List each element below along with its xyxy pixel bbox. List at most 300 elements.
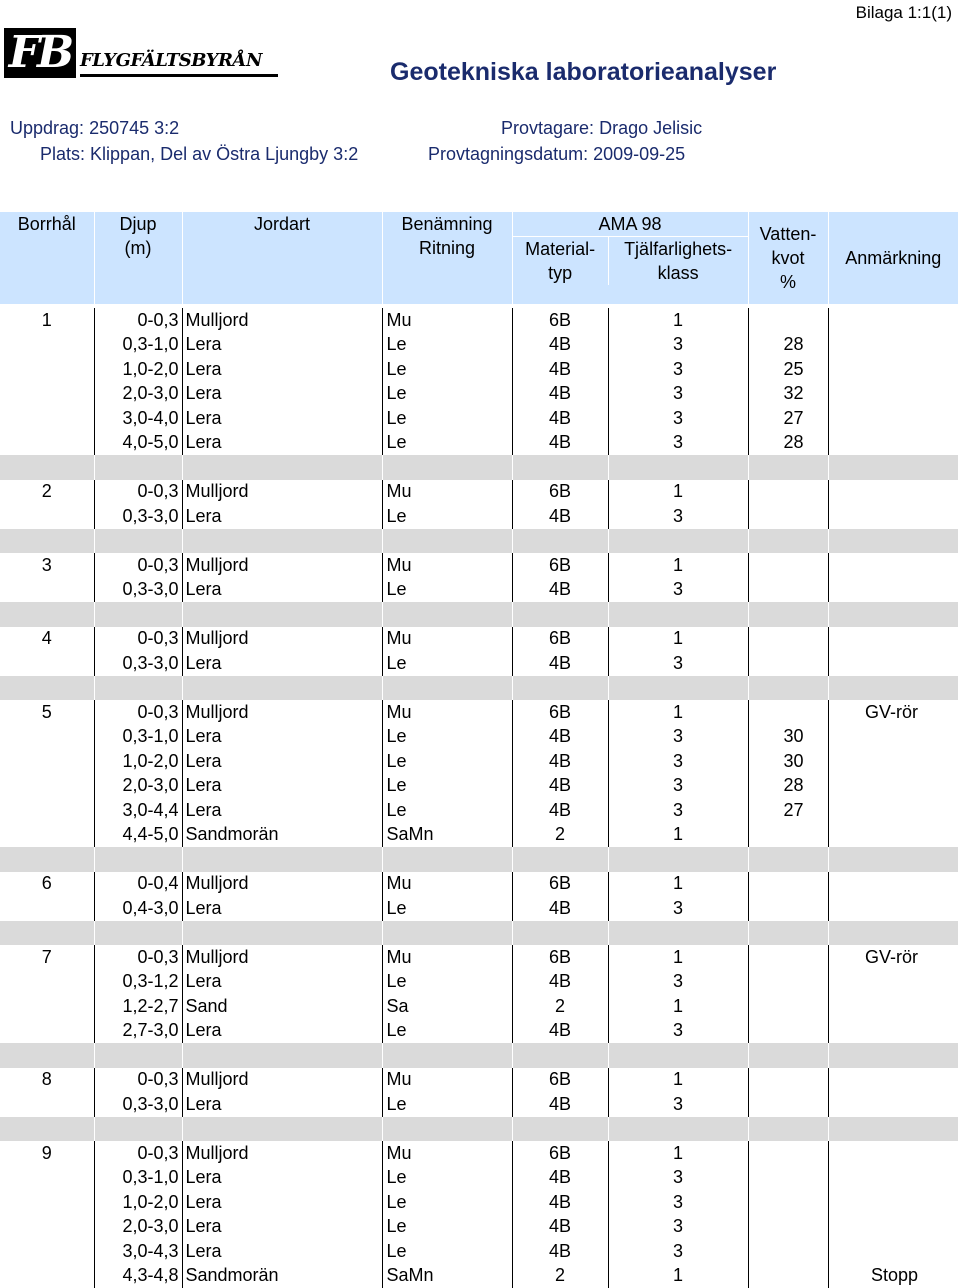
djup-cell: 0-0,3 bbox=[94, 1141, 182, 1166]
tjalfarlighet-cell: 1 bbox=[608, 1068, 748, 1093]
tjalfarlighet-cell: 1 bbox=[608, 308, 748, 333]
anmarkning-cell bbox=[828, 480, 958, 505]
materialtyp-cell: 6B bbox=[512, 627, 608, 652]
separator-cell bbox=[748, 1117, 828, 1142]
table-row bbox=[0, 872, 958, 897]
materialtyp-cell: 4B bbox=[512, 651, 608, 676]
vattenkvot-cell: 30 bbox=[748, 725, 828, 750]
separator-cell bbox=[0, 455, 94, 480]
benamning-cell: Le bbox=[382, 749, 512, 774]
separator-cell bbox=[512, 1117, 608, 1142]
borrhal-cell: 2 bbox=[0, 480, 94, 505]
table-row bbox=[0, 1092, 958, 1117]
borrhal-cell: 7 bbox=[0, 945, 94, 970]
vattenkvot-cell bbox=[748, 994, 828, 1019]
table-row bbox=[0, 749, 958, 774]
benamning-cell: Le bbox=[382, 774, 512, 799]
borrhal-cell: 1 bbox=[0, 308, 94, 333]
tjalfarlighet-cell: 1 bbox=[608, 945, 748, 970]
vattenkvot-cell bbox=[748, 1141, 828, 1166]
tjalfarlighet-cell: 1 bbox=[608, 480, 748, 505]
djup-cell: 0-0,3 bbox=[94, 1068, 182, 1093]
anmarkning-cell bbox=[828, 1019, 958, 1044]
separator-cell bbox=[182, 455, 382, 480]
materialtyp-cell: 4B bbox=[512, 1215, 608, 1240]
separator-cell bbox=[0, 921, 94, 946]
materialtyp-cell: 6B bbox=[512, 872, 608, 897]
attachment-label: Bilaga 1:1(1) bbox=[855, 3, 952, 22]
table-row bbox=[0, 774, 958, 799]
vattenkvot-cell bbox=[748, 1166, 828, 1191]
benamning-cell: Le bbox=[382, 798, 512, 823]
jordart-cell: Lera bbox=[182, 1239, 382, 1264]
tjalfarlighet-cell: 1 bbox=[608, 1141, 748, 1166]
tjalfarlighet-cell: 3 bbox=[608, 333, 748, 358]
materialtyp-cell: 6B bbox=[512, 308, 608, 333]
jordart-cell: Mulljord bbox=[182, 308, 382, 333]
tjalfarlighet-cell: 3 bbox=[608, 651, 748, 676]
tjalfarlighet-cell: 3 bbox=[608, 578, 748, 603]
plats-label: Plats: bbox=[40, 144, 86, 164]
separator-cell bbox=[748, 602, 828, 627]
benamning-cell: Mu bbox=[382, 945, 512, 970]
vattenkvot-cell bbox=[748, 1215, 828, 1240]
col-vatten-unit: % bbox=[779, 272, 796, 292]
plats-line bbox=[40, 144, 358, 165]
datum-label: Provtagningsdatum: bbox=[428, 144, 589, 164]
col-ama-label: AMA 98 bbox=[513, 212, 748, 237]
col-header-material bbox=[513, 237, 609, 285]
col-vatten-label: Vatten- bbox=[759, 224, 817, 244]
separator-cell bbox=[608, 529, 748, 554]
tjalfarlighet-cell: 3 bbox=[608, 725, 748, 750]
materialtyp-cell: 2 bbox=[512, 823, 608, 848]
separator-cell bbox=[382, 847, 512, 872]
borrhal-cell bbox=[0, 1190, 94, 1215]
jordart-cell: Lera bbox=[182, 1019, 382, 1044]
separator-cell bbox=[828, 602, 958, 627]
anmarkning-cell bbox=[828, 1190, 958, 1215]
table-row bbox=[0, 1264, 958, 1288]
djup-cell: 4,0-5,0 bbox=[94, 431, 182, 456]
materialtyp-cell: 4B bbox=[512, 1019, 608, 1044]
materialtyp-cell: 2 bbox=[512, 994, 608, 1019]
borehole-separator-row bbox=[0, 847, 958, 872]
borehole-separator-row bbox=[0, 529, 958, 554]
tjalfarlighet-cell: 3 bbox=[608, 1190, 748, 1215]
anmarkning-cell bbox=[828, 725, 958, 750]
materialtyp-cell: 4B bbox=[512, 798, 608, 823]
benamning-cell: Mu bbox=[382, 480, 512, 505]
jordart-cell: Sand bbox=[182, 994, 382, 1019]
tjalfarlighet-cell: 3 bbox=[608, 504, 748, 529]
anmarkning-cell bbox=[828, 872, 958, 897]
benamning-cell: Mu bbox=[382, 308, 512, 333]
benamning-cell: Mu bbox=[382, 1141, 512, 1166]
materialtyp-cell: 6B bbox=[512, 1141, 608, 1166]
separator-cell bbox=[828, 921, 958, 946]
provtagare-label: Provtagare: bbox=[501, 118, 595, 138]
separator-cell bbox=[748, 921, 828, 946]
jordart-cell: Mulljord bbox=[182, 553, 382, 578]
logo-underline bbox=[80, 74, 278, 77]
separator-cell bbox=[382, 455, 512, 480]
materialtyp-cell: 6B bbox=[512, 553, 608, 578]
plats-value: Klippan, Del av Östra Ljungby 3:2 bbox=[90, 144, 359, 164]
materialtyp-cell: 4B bbox=[512, 749, 608, 774]
col-header-borrhal bbox=[0, 212, 94, 304]
separator-cell bbox=[382, 602, 512, 627]
jordart-cell: Lera bbox=[182, 896, 382, 921]
benamning-cell: Le bbox=[382, 896, 512, 921]
separator-cell bbox=[828, 1043, 958, 1068]
jordart-cell: Lera bbox=[182, 774, 382, 799]
benamning-cell: Mu bbox=[382, 627, 512, 652]
borrhal-cell bbox=[0, 994, 94, 1019]
anmarkning-cell bbox=[828, 970, 958, 995]
company-logo bbox=[4, 28, 284, 82]
anmarkning-cell bbox=[828, 798, 958, 823]
separator-cell bbox=[828, 676, 958, 701]
tjalfarlighet-cell: 1 bbox=[608, 1264, 748, 1288]
anmarkning-cell bbox=[828, 1092, 958, 1117]
col-jordart-label: Jordart bbox=[253, 214, 311, 234]
table-row bbox=[0, 480, 958, 505]
col-header-vattenkvot bbox=[748, 212, 828, 304]
anmarkning-cell bbox=[828, 1166, 958, 1191]
vattenkvot-cell bbox=[748, 578, 828, 603]
anmarkning-cell bbox=[828, 774, 958, 799]
vattenkvot-cell: 27 bbox=[748, 406, 828, 431]
provtagare-value: Drago Jelisic bbox=[599, 118, 703, 138]
table-row bbox=[0, 945, 958, 970]
jordart-cell: Lera bbox=[182, 725, 382, 750]
vattenkvot-cell bbox=[748, 553, 828, 578]
djup-cell: 0,3-3,0 bbox=[94, 651, 182, 676]
separator-cell bbox=[0, 1043, 94, 1068]
anmarkning-cell: Stopp bbox=[870, 1265, 918, 1286]
benamning-cell: Le bbox=[382, 406, 512, 431]
benamning-cell: Le bbox=[382, 333, 512, 358]
table-row bbox=[0, 1239, 958, 1264]
borrhal-cell bbox=[0, 357, 94, 382]
benamning-cell: Mu bbox=[382, 872, 512, 897]
borrhal-cell: 8 bbox=[0, 1068, 94, 1093]
table-row bbox=[0, 1166, 958, 1191]
jordart-cell: Lera bbox=[182, 431, 382, 456]
vattenkvot-cell bbox=[748, 308, 828, 333]
separator-cell bbox=[828, 1117, 958, 1142]
materialtyp-cell: 6B bbox=[512, 480, 608, 505]
separator-cell bbox=[382, 1117, 512, 1142]
jordart-cell: Lera bbox=[182, 357, 382, 382]
benamning-cell: Le bbox=[382, 1215, 512, 1240]
djup-cell: 3,0-4,4 bbox=[94, 798, 182, 823]
separator-cell bbox=[94, 921, 182, 946]
materialtyp-cell: 4B bbox=[512, 406, 608, 431]
djup-cell: 0-0,3 bbox=[94, 700, 182, 725]
jordart-cell: Lera bbox=[182, 798, 382, 823]
borrhal-cell bbox=[0, 1215, 94, 1240]
borehole-separator-row bbox=[0, 602, 958, 627]
vattenkvot-cell bbox=[748, 872, 828, 897]
jordart-cell: Lera bbox=[182, 504, 382, 529]
materialtyp-cell: 6B bbox=[512, 945, 608, 970]
anmarkning-cell bbox=[828, 1215, 958, 1240]
benamning-cell: Sa bbox=[382, 994, 512, 1019]
benamning-cell: Le bbox=[382, 1190, 512, 1215]
anmarkning-cell bbox=[828, 333, 958, 358]
table-row bbox=[0, 896, 958, 921]
anmarkning-cell bbox=[828, 823, 958, 848]
vattenkvot-cell: 28 bbox=[748, 431, 828, 456]
separator-cell bbox=[748, 455, 828, 480]
djup-cell: 0,3-1,0 bbox=[94, 725, 182, 750]
tjalfarlighet-cell: 3 bbox=[608, 357, 748, 382]
jordart-cell: Mulljord bbox=[182, 480, 382, 505]
separator-cell bbox=[94, 676, 182, 701]
separator-cell bbox=[608, 921, 748, 946]
borehole-separator-row bbox=[0, 455, 958, 480]
separator-cell bbox=[748, 676, 828, 701]
borehole-separator-row bbox=[0, 1117, 958, 1142]
separator-cell bbox=[94, 1043, 182, 1068]
col-header-benamning bbox=[382, 212, 512, 304]
table-row bbox=[0, 406, 958, 431]
benamning-cell: Le bbox=[382, 1239, 512, 1264]
djup-cell: 3,0-4,0 bbox=[94, 406, 182, 431]
materialtyp-cell: 4B bbox=[512, 431, 608, 456]
separator-cell bbox=[0, 1117, 94, 1142]
jordart-cell: Mulljord bbox=[182, 945, 382, 970]
separator-cell bbox=[0, 847, 94, 872]
jordart-cell: Lera bbox=[182, 651, 382, 676]
djup-cell: 0,3-3,0 bbox=[94, 1092, 182, 1117]
separator-cell bbox=[94, 1117, 182, 1142]
djup-cell: 1,0-2,0 bbox=[94, 357, 182, 382]
table-row bbox=[0, 1215, 958, 1240]
col-tjal-klass: klass bbox=[657, 263, 699, 283]
vattenkvot-cell bbox=[748, 1264, 828, 1288]
anmarkning-cell bbox=[828, 1068, 958, 1093]
materialtyp-cell: 4B bbox=[512, 774, 608, 799]
separator-cell bbox=[182, 1043, 382, 1068]
tjalfarlighet-cell: 3 bbox=[608, 749, 748, 774]
tjalfarlighet-cell: 3 bbox=[608, 774, 748, 799]
separator-cell bbox=[608, 602, 748, 627]
separator-cell bbox=[382, 676, 512, 701]
vattenkvot-cell bbox=[748, 700, 828, 725]
vattenkvot-cell bbox=[748, 480, 828, 505]
borrhal-cell bbox=[0, 1264, 94, 1288]
djup-cell: 0,3-3,0 bbox=[94, 578, 182, 603]
uppdrag-line bbox=[10, 118, 179, 139]
col-header-ama bbox=[512, 212, 748, 304]
separator-cell bbox=[748, 529, 828, 554]
separator-cell bbox=[94, 602, 182, 627]
anmarkning-cell bbox=[828, 627, 958, 652]
borrhal-cell bbox=[0, 431, 94, 456]
anmarkning-cell bbox=[828, 504, 958, 529]
table-row bbox=[0, 970, 958, 995]
borrhal-cell bbox=[0, 1019, 94, 1044]
table-row bbox=[0, 308, 958, 333]
vattenkvot-cell bbox=[748, 1239, 828, 1264]
col-header-jordart bbox=[182, 212, 382, 304]
jordart-cell: Lera bbox=[182, 1092, 382, 1117]
table-row bbox=[0, 1019, 958, 1044]
tjalfarlighet-cell: 1 bbox=[608, 994, 748, 1019]
jordart-cell: Lera bbox=[182, 1190, 382, 1215]
separator-cell bbox=[748, 847, 828, 872]
jordart-cell: Lera bbox=[182, 406, 382, 431]
col-borrhal-label: Borrhål bbox=[17, 214, 76, 234]
separator-cell bbox=[828, 847, 958, 872]
separator-cell bbox=[512, 455, 608, 480]
benamning-cell: Le bbox=[382, 970, 512, 995]
benamning-cell: Le bbox=[382, 725, 512, 750]
logo-initials: FB bbox=[4, 28, 76, 78]
borrhal-cell: 5 bbox=[0, 700, 94, 725]
separator-cell bbox=[0, 602, 94, 627]
logo-company-name: FLYGFÄLTSBYRÅN bbox=[80, 50, 262, 71]
table-row bbox=[0, 1141, 958, 1166]
separator-cell bbox=[0, 676, 94, 701]
anmarkning-cell bbox=[828, 1239, 958, 1264]
separator-cell bbox=[828, 529, 958, 554]
borrhal-cell bbox=[0, 333, 94, 358]
tjalfarlighet-cell: 3 bbox=[608, 1019, 748, 1044]
vattenkvot-cell bbox=[748, 504, 828, 529]
tjalfarlighet-cell: 1 bbox=[608, 823, 748, 848]
table-row bbox=[0, 382, 958, 407]
borrhal-cell bbox=[0, 798, 94, 823]
borrhal-cell: 3 bbox=[0, 553, 94, 578]
table-row bbox=[0, 504, 958, 529]
col-benamning-label: Benämning bbox=[401, 214, 493, 234]
anmarkning-cell bbox=[828, 431, 958, 456]
separator-cell bbox=[608, 455, 748, 480]
djup-cell: 4,3-4,8 bbox=[94, 1264, 182, 1288]
page-title: Geotekniska laboratorieanalyser bbox=[390, 58, 777, 86]
borrhal-cell bbox=[0, 504, 94, 529]
separator-cell bbox=[182, 1117, 382, 1142]
djup-cell: 0,3-1,0 bbox=[94, 1166, 182, 1191]
tjalfarlighet-cell: 3 bbox=[608, 896, 748, 921]
col-material-typ: typ bbox=[548, 263, 573, 283]
table-row bbox=[0, 798, 958, 823]
djup-cell: 1,0-2,0 bbox=[94, 749, 182, 774]
borrhal-cell bbox=[0, 823, 94, 848]
anmarkning-cell: GV-rör bbox=[864, 701, 918, 722]
ama-subheaders bbox=[513, 237, 748, 285]
djup-cell: 2,0-3,0 bbox=[94, 1215, 182, 1240]
borrhal-cell bbox=[0, 970, 94, 995]
tjalfarlighet-cell: 1 bbox=[608, 627, 748, 652]
lab-analysis-table bbox=[0, 212, 959, 1288]
anmarkning-cell bbox=[828, 382, 958, 407]
vattenkvot-cell bbox=[748, 945, 828, 970]
tjalfarlighet-cell: 1 bbox=[608, 872, 748, 897]
anmarkning-cell bbox=[828, 896, 958, 921]
vattenkvot-cell: 30 bbox=[748, 749, 828, 774]
jordart-cell: Mulljord bbox=[182, 627, 382, 652]
table-row bbox=[0, 725, 958, 750]
jordart-cell: Lera bbox=[182, 1215, 382, 1240]
col-header-djup bbox=[94, 212, 182, 304]
benamning-cell: Le bbox=[382, 1166, 512, 1191]
separator-cell bbox=[382, 921, 512, 946]
borrhal-cell: 9 bbox=[0, 1141, 94, 1166]
datum-line bbox=[428, 144, 685, 165]
borrhal-cell bbox=[0, 382, 94, 407]
separator-cell bbox=[512, 847, 608, 872]
vattenkvot-cell: 28 bbox=[748, 333, 828, 358]
borrhal-cell bbox=[0, 651, 94, 676]
vattenkvot-cell bbox=[748, 627, 828, 652]
materialtyp-cell: 4B bbox=[512, 357, 608, 382]
table-header-row bbox=[0, 212, 958, 304]
separator-cell bbox=[512, 602, 608, 627]
borehole-separator-row bbox=[0, 676, 958, 701]
separator-cell bbox=[608, 676, 748, 701]
borrhal-cell: 4 bbox=[0, 627, 94, 652]
materialtyp-cell: 4B bbox=[512, 896, 608, 921]
separator-cell bbox=[382, 529, 512, 554]
materialtyp-cell: 6B bbox=[512, 1068, 608, 1093]
separator-cell bbox=[94, 847, 182, 872]
tjalfarlighet-cell: 3 bbox=[608, 431, 748, 456]
jordart-cell: Lera bbox=[182, 1166, 382, 1191]
anmarkning-cell bbox=[828, 357, 958, 382]
djup-cell: 0-0,3 bbox=[94, 627, 182, 652]
separator-cell bbox=[382, 1043, 512, 1068]
anmarkning-cell: GV-rör bbox=[864, 946, 918, 967]
separator-cell bbox=[608, 1117, 748, 1142]
djup-cell: 0-0,4 bbox=[94, 872, 182, 897]
djup-cell: 0,3-1,2 bbox=[94, 970, 182, 995]
djup-cell: 2,0-3,0 bbox=[94, 382, 182, 407]
col-tjal-label: Tjälfarlighets- bbox=[624, 239, 733, 259]
vattenkvot-cell bbox=[748, 1019, 828, 1044]
separator-cell bbox=[512, 529, 608, 554]
materialtyp-cell: 4B bbox=[512, 970, 608, 995]
borehole-separator-row bbox=[0, 1043, 958, 1068]
jordart-cell: Mulljord bbox=[182, 1068, 382, 1093]
anmarkning-cell bbox=[828, 578, 958, 603]
jordart-cell: Lera bbox=[182, 970, 382, 995]
benamning-cell: SaMn bbox=[382, 823, 512, 848]
materialtyp-cell: 4B bbox=[512, 504, 608, 529]
materialtyp-cell: 4B bbox=[512, 1166, 608, 1191]
djup-cell: 0-0,3 bbox=[94, 480, 182, 505]
table-row bbox=[0, 578, 958, 603]
vattenkvot-cell bbox=[748, 970, 828, 995]
separator-cell bbox=[182, 529, 382, 554]
benamning-cell: Le bbox=[382, 357, 512, 382]
borrhal-cell: 6 bbox=[0, 872, 94, 897]
vattenkvot-cell bbox=[748, 1068, 828, 1093]
col-anmarkning-label: Anmärkning bbox=[845, 248, 942, 268]
benamning-cell: Mu bbox=[382, 700, 512, 725]
djup-cell: 0-0,3 bbox=[94, 553, 182, 578]
tjalfarlighet-cell: 1 bbox=[608, 553, 748, 578]
benamning-cell: Mu bbox=[382, 553, 512, 578]
djup-cell: 0-0,3 bbox=[94, 308, 182, 333]
djup-cell: 3,0-4,3 bbox=[94, 1239, 182, 1264]
djup-cell: 1,2-2,7 bbox=[94, 994, 182, 1019]
table-row bbox=[0, 431, 958, 456]
